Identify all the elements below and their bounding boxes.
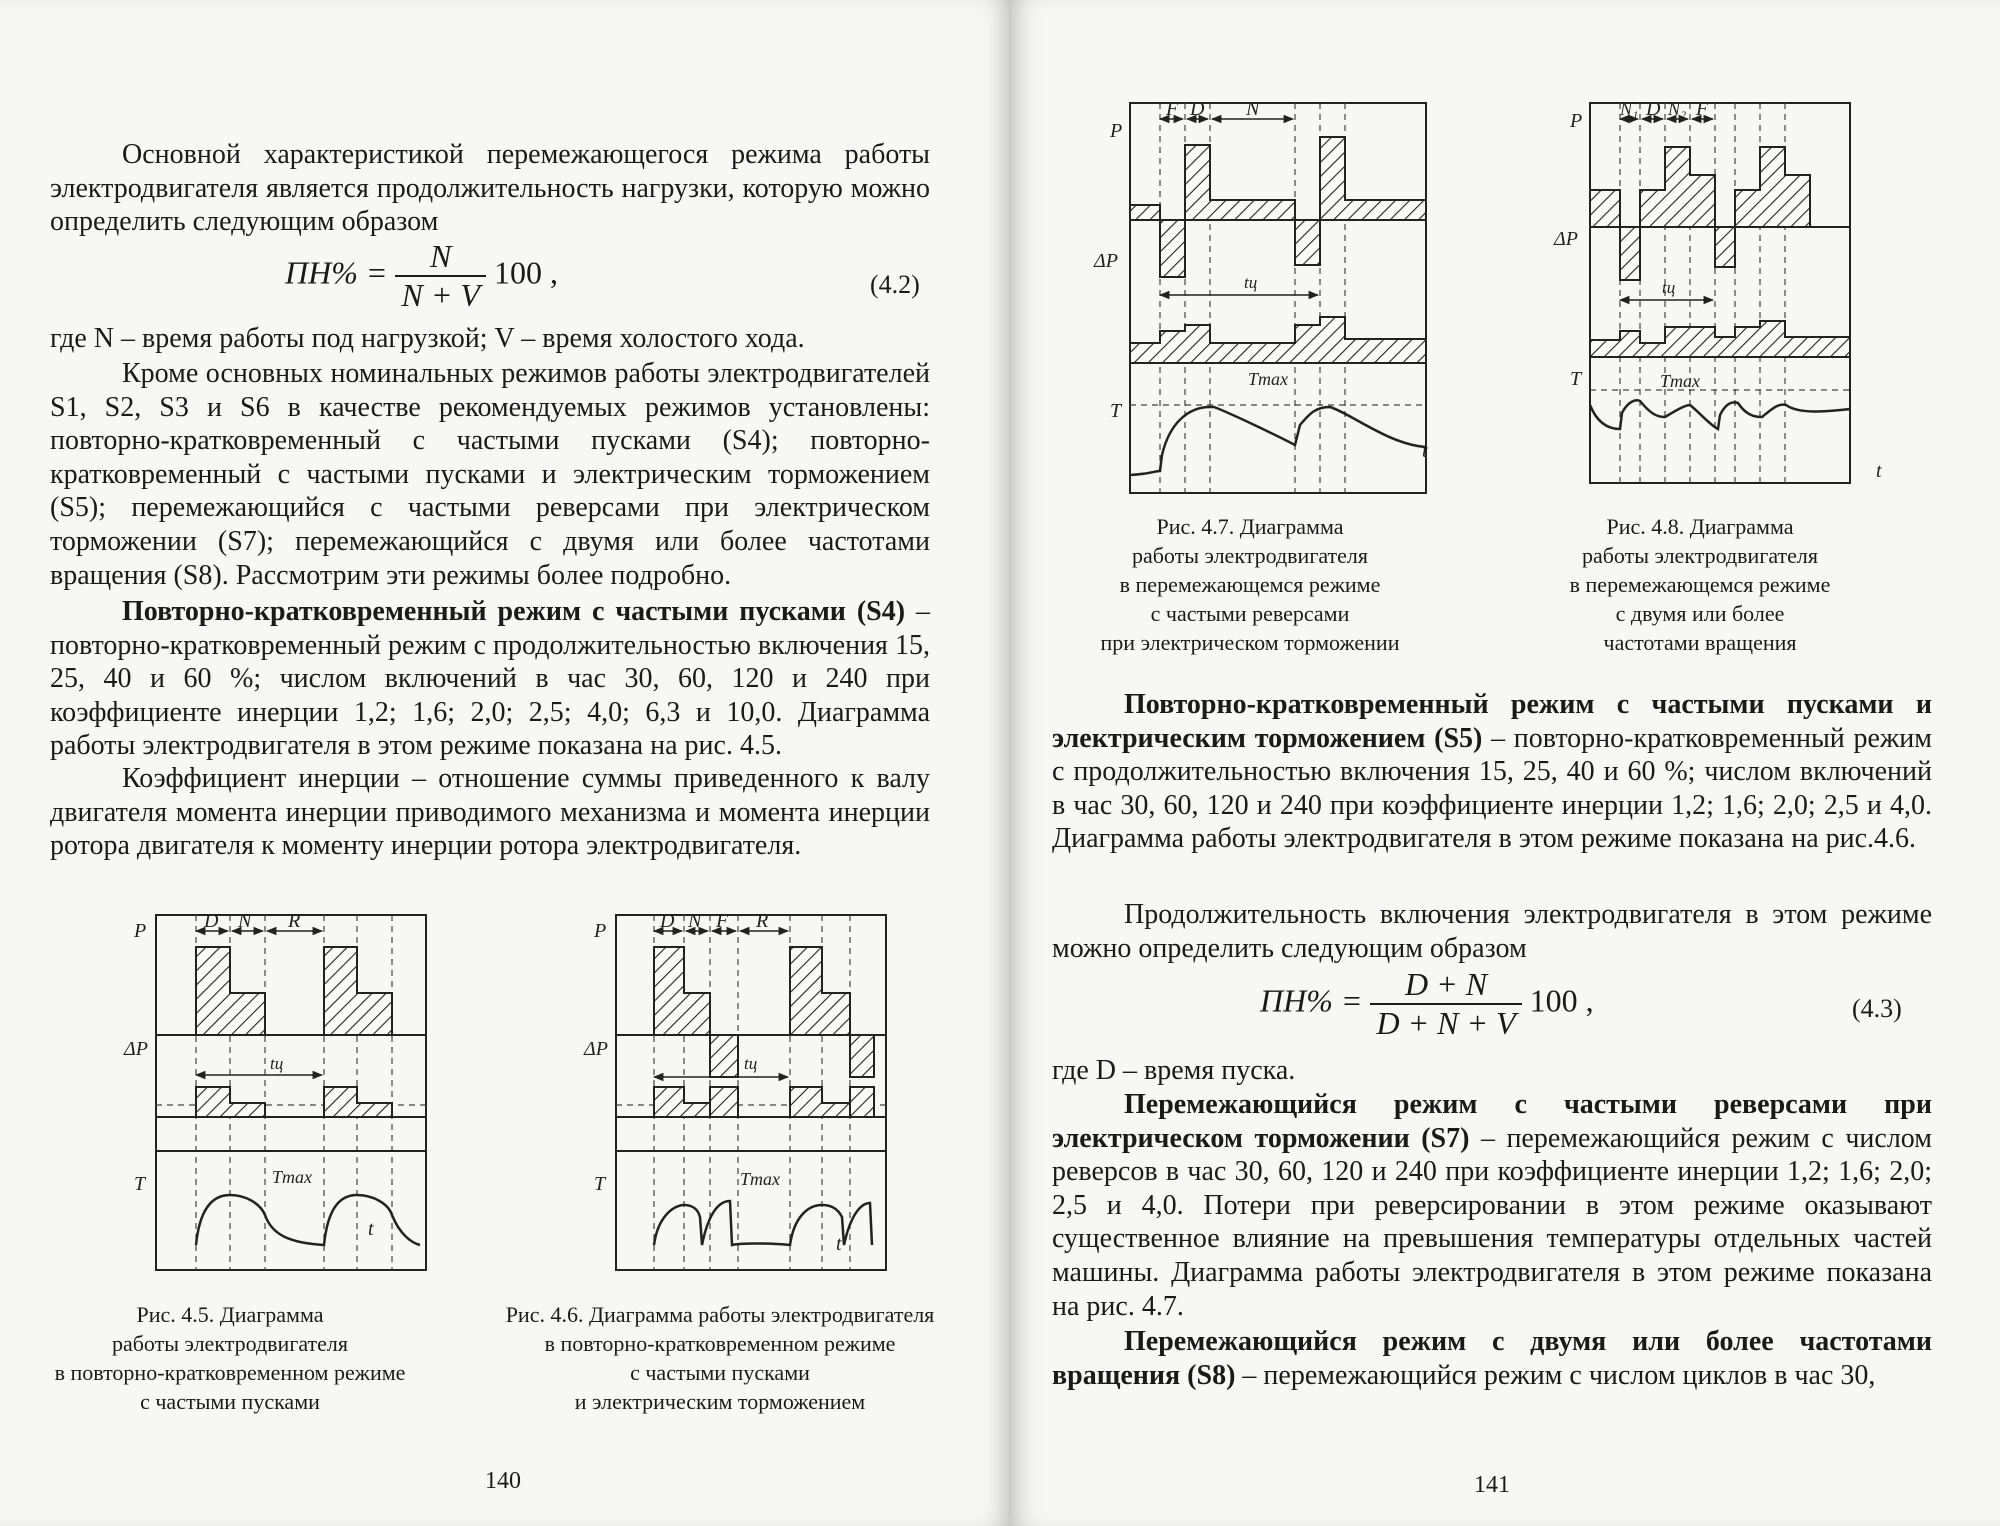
fig48-label-tc: tц	[1662, 278, 1676, 297]
page-number-left: 140	[485, 1468, 521, 1494]
fig47-caption-line5: при электрическом торможении	[1100, 630, 1400, 655]
s8-text	[1052, 1325, 1932, 1392]
eq43-lhs: ПН% =	[1260, 982, 1363, 1019]
s4-text	[50, 595, 930, 763]
where-d-text: где D – время пуска.	[1052, 1055, 1296, 1086]
eq42-numerator: N	[395, 238, 485, 277]
fig48-label-D: D	[1646, 98, 1661, 120]
fig45-label-dP: ΔP	[124, 1038, 148, 1060]
fig48-label-T: T	[1570, 368, 1582, 390]
fig47-label-t: t	[1422, 440, 1428, 462]
fig47-label-D: D	[1190, 98, 1205, 120]
eq43-tail: 100 ,	[1529, 982, 1594, 1019]
paragraph-s5	[1052, 688, 1932, 856]
fig47-label-Tmax: Tmax	[1248, 369, 1288, 389]
fig46-label-t: t	[836, 1233, 842, 1255]
s7-body: – перемежающийся режим с числом реверсов в час 30, 60, 120 и 240 при коэффициенте инерции 1,2; 1,6; 2,0; 2,5 и 4,0. Потери при реверсировании в этом режиме оказывают существенное влияние на превышения температуры отдельных частей машины. Диаграмма работы электродвигателя в этом режиме показана на рис. 4.7.	[1052, 1122, 1932, 1322]
fig46-label-D: D	[660, 910, 675, 932]
fig47-label-T: T	[1110, 400, 1122, 422]
fig46-label-dP: ΔP	[584, 1038, 608, 1060]
paragraph-s7	[1052, 1088, 1932, 1323]
fig46-label-T: T	[594, 1173, 606, 1195]
caption-fig-4-8	[1540, 512, 1860, 657]
eq42-fraction	[395, 238, 485, 314]
fig48-caption-line1: Рис. 4.8. Диаграмма	[1606, 514, 1794, 539]
caption-fig-4-6	[470, 1300, 970, 1416]
eq43-number: (4.3)	[1852, 994, 1902, 1023]
s7-heading: Перемежающийся режим с частыми реверсами при электрическом торможении (S7)	[1052, 1089, 1932, 1154]
fig48-label-t: t	[1876, 460, 1882, 482]
s4-body: – повторно-кратковременный режим с продолжительностью включения 15, 25, 40 и 60 %; числом включений в час 30, 60, 120 и 240 при коэффициенте инерции 1,2; 1,6; 2,0; 2,5; 4,0; 6,3 и 10,0. Диаграмма работы электродвигателя в этом режиме показана на рис. 4.5.	[50, 596, 930, 762]
fig45-label-T: T	[134, 1173, 146, 1195]
eq43-denominator: D + N + V	[1376, 1005, 1516, 1041]
fig48-label-dP: ΔP	[1554, 228, 1578, 250]
paragraph-intro	[50, 138, 930, 239]
eq42-denominator: N + V	[401, 277, 480, 313]
paragraph-inertia	[50, 762, 930, 863]
fig48-caption-line3: в перемежающемся режиме	[1569, 572, 1831, 597]
fig46-caption-line1: Рис. 4.6. Диаграмма работы электродвигателя	[505, 1302, 935, 1327]
fig47-caption-line2: работы электродвигателя	[1131, 543, 1369, 568]
fig45-label-Tmax: Tmax	[272, 1167, 312, 1187]
equation-4-2	[285, 238, 558, 314]
fig45-label-D: D	[204, 910, 219, 932]
duration-text: Продолжительность включения электродвигателя в этом режиме можно определить следующим образом	[1052, 899, 1932, 964]
fig47-caption-line1: Рис. 4.7. Диаграмма	[1156, 514, 1344, 539]
page-number-right: 141	[1474, 1472, 1510, 1498]
fig48-caption-line4: с двумя или более	[1615, 601, 1785, 626]
fig48-caption-line2: работы электродвигателя	[1581, 543, 1819, 568]
fig46-caption-line2: в повторно-кратковременном режиме	[544, 1331, 896, 1356]
fig48-label-Tmax: Tmax	[1660, 371, 1700, 391]
fig45-caption-line1: Рис. 4.5. Диаграмма	[136, 1302, 324, 1327]
fig47-label-P: P	[1110, 120, 1123, 142]
modes-text: Кроме основных номинальных режимов работы электродвигателей S1, S2, S3 и S6 в качестве рекомендуемых режимов установлены: повторно-кратковременный с частыми пусками (S4); повторно-кратковременный с частыми пусками и электрическим торможением (S5); перемежающийся с частыми реверсами при электрическом торможении (S7); перемежающийся с двумя или более частотами вращения (S8). Рассмотрим эти режимы более подробно.	[50, 358, 930, 591]
caption-fig-4-5	[40, 1300, 420, 1416]
s4-heading: Повторно-кратковременный режим с частыми пусками (S4)	[122, 596, 906, 627]
s7-text	[1052, 1088, 1932, 1323]
fig46-label-P: P	[594, 920, 607, 942]
eq42-tail: 100 ,	[493, 254, 558, 291]
eq43-fraction	[1370, 966, 1521, 1042]
fig45-caption-line3: в повторно-кратковременном режиме	[54, 1360, 406, 1385]
fig48-label-F: F	[1696, 98, 1709, 120]
paragraph-modes	[50, 357, 930, 592]
fig48-label-P: P	[1570, 110, 1583, 132]
s8-body: – перемежающийся режим с числом циклов в час 30,	[1235, 1359, 1876, 1391]
fig45-label-N: N	[238, 910, 252, 932]
fig45-caption-line2: работы электродвигателя	[111, 1331, 349, 1356]
fig46-caption-line3: с частыми пусками	[630, 1360, 810, 1385]
paragraph-where-d	[1052, 1054, 1932, 1088]
fig45-label-P: P	[134, 920, 147, 942]
fig46-label-Tmax: Tmax	[740, 1169, 780, 1189]
figure-4-8	[1540, 95, 1900, 495]
s5-body: – повторно-кратковременный режим с продолжительностью включения 15, 25, 40 и 60 %; числом включений в час 30, 60, 120 и 240 при коэффициенте инерции 1,2; 1,6; 2,0; 2,5 и 4,0. Диаграмма работы электродвигателя в этом режиме показана на рис.4.6.	[1052, 722, 1932, 855]
figure-4-7	[1090, 95, 1440, 505]
eq42-number: (4.2)	[870, 270, 920, 299]
fig47-label-F: F	[1166, 98, 1179, 120]
fig47-caption-line3: в перемежающемся режиме	[1119, 572, 1381, 597]
fig46-caption-line4: и электрическим торможением	[574, 1389, 866, 1414]
fig48-label-N2: N₂	[1668, 99, 1687, 119]
fig45-label-tc: tц	[270, 1054, 284, 1073]
fig46-label-R: R	[756, 910, 769, 932]
fig48-caption-line5: частотами вращения	[1603, 630, 1797, 655]
paragraph-s4	[50, 595, 930, 763]
eq43-numerator: D + N	[1370, 966, 1521, 1005]
paragraph-s8	[1052, 1325, 1932, 1392]
fig47-label-dP: ΔP	[1094, 250, 1118, 272]
s5-text	[1052, 688, 1932, 856]
fig48-label-N1: N₁	[1620, 99, 1639, 119]
s8-heading: Перемежающийся режим с двумя или более частотами вращения (S8)	[1052, 1326, 1932, 1391]
fig47-caption-line4: с частыми реверсами	[1150, 601, 1350, 626]
figure-4-6	[580, 905, 900, 1285]
fig46-label-N: N	[688, 910, 702, 932]
fig45-label-t: t	[368, 1218, 374, 1240]
fig45-label-R: R	[288, 910, 301, 932]
figure-4-5	[120, 905, 440, 1285]
fig46-label-F: F	[716, 910, 729, 932]
where-text: где N – время работы под нагрузкой; V – время холостого хода.	[50, 323, 805, 354]
caption-fig-4-7	[1050, 512, 1450, 657]
fig45-caption-line4: с частыми пусками	[140, 1389, 320, 1414]
intro-text: Основной характеристикой перемежающегося режима работы электродвигателя является продолжительность нагрузки, которую можно определить следующим образом	[50, 139, 930, 238]
equation-4-3	[1260, 966, 1594, 1042]
right-page	[1010, 0, 2000, 1526]
fig46-label-tc: tц	[744, 1054, 758, 1073]
paragraph-where	[50, 322, 930, 356]
eq42-lhs: ПН% =	[285, 254, 388, 291]
s5-heading: Повторно-кратковременный режим с частыми пусками и электрическим торможением (S5)	[1052, 689, 1932, 754]
paragraph-duration	[1052, 898, 1932, 965]
inertia-text: Коэффициент инерции – отношение суммы приведенного к валу двигателя момента инерции приводимого механизма и момента инерции ротора двигателя к моменту инерции ротора электродвигателя.	[50, 763, 930, 862]
fig47-label-tc: tц	[1244, 273, 1258, 292]
fig47-label-N: N	[1246, 98, 1260, 120]
